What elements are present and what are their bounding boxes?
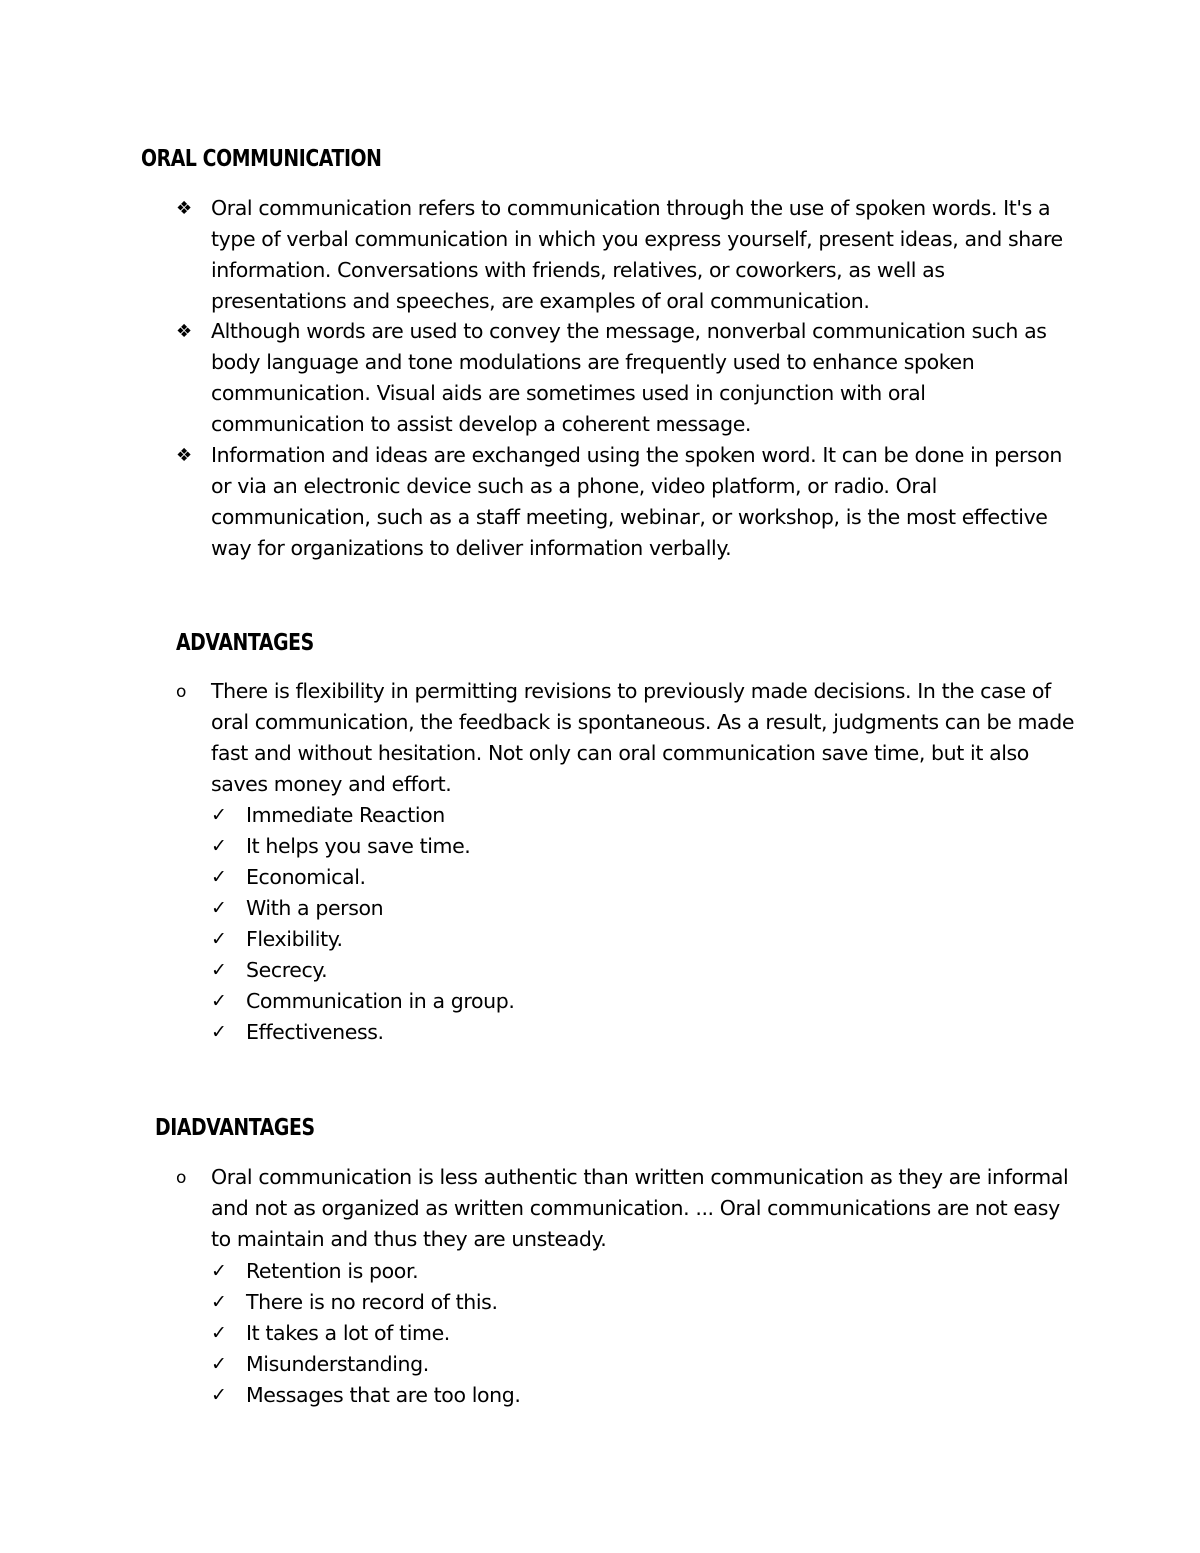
- checkmark-icon: ✓: [211, 928, 227, 950]
- checklist-item-label: Secrecy.: [246, 958, 328, 982]
- checkmark-icon: ✓: [211, 1322, 227, 1344]
- checkmark-icon: ✓: [211, 804, 227, 826]
- checkmark-icon: ✓: [211, 1384, 227, 1406]
- checklist-item: [211, 831, 514, 862]
- diamond-bullet-icon: ❖: [176, 198, 192, 219]
- checklist-item-label: Immediate Reaction: [246, 803, 445, 827]
- checklist-item-label: Economical.: [246, 865, 366, 889]
- checkmark-icon: ✓: [211, 1021, 227, 1043]
- heading-disadvantages: DIADVANTAGES: [155, 1115, 315, 1141]
- checklist-item-label: Flexibility.: [246, 927, 343, 951]
- paragraph-text: Although words are used to convey the message, nonverbal communication such as body language and tone modulations are frequently used to enhance spoken communication. Visual aids are sometimes used in conjunction with oral communication to assist develop a coherent message.: [211, 319, 1047, 436]
- checklist-item: [211, 893, 514, 924]
- checklist-item-label: Misunderstanding.: [246, 1352, 429, 1376]
- checkmark-icon: ✓: [211, 990, 227, 1012]
- checkmark-icon: ✓: [211, 1291, 227, 1313]
- paragraph-text: Oral communication is less authentic than written communication as they are informal and not as organized as written communication. ... Oral communications are not easy to maintain and thus they are unsteady.: [211, 1165, 1069, 1251]
- checklist-item-label: Communication in a group.: [246, 989, 515, 1013]
- checklist-item-label: Messages that are too long.: [246, 1383, 521, 1407]
- checklist-item: [211, 862, 514, 893]
- checklist-item: [211, 986, 514, 1017]
- bullet-paragraph: [176, 440, 1076, 564]
- heading-advantages: ADVANTAGES: [176, 630, 314, 656]
- checklist-item: [211, 1318, 520, 1349]
- bullet-paragraph: [176, 1162, 1076, 1255]
- paragraph-text: Information and ideas are exchanged using the spoken word. It can be done in person or via an electronic device such as a phone, video platform, or radio. Oral communication, such as a staff meeting, webinar, or workshop, is the most effective way for organizations to deliver information verbally.: [211, 443, 1063, 560]
- disadvantages-checklist: [211, 1256, 520, 1411]
- checklist-item-label: Effectiveness.: [246, 1020, 384, 1044]
- checkmark-icon: ✓: [211, 1260, 227, 1282]
- checklist-item-label: There is no record of this.: [246, 1290, 498, 1314]
- checklist-item: [211, 1256, 520, 1287]
- checkmark-icon: ✓: [211, 1353, 227, 1375]
- paragraph-text: There is flexibility in permitting revisions to previously made decisions. In the case of oral communication, the feedback is spontaneous. As a result, judgments can be made fast and without hesitation. Not only can oral communication save time, but it also saves money and effort.: [211, 679, 1075, 796]
- checklist-item: [211, 1017, 514, 1048]
- checklist-item-label: It takes a lot of time.: [246, 1321, 450, 1345]
- checklist-item: [211, 1380, 520, 1411]
- bullet-paragraph: [176, 316, 1076, 440]
- checklist-item: [211, 924, 514, 955]
- checkmark-icon: ✓: [211, 897, 227, 919]
- circle-bullet-icon: o: [176, 1168, 187, 1188]
- checklist-item-label: With a person: [246, 896, 384, 920]
- advantages-checklist: [211, 800, 514, 1048]
- checklist-item-label: Retention is poor.: [246, 1259, 419, 1283]
- checkmark-icon: ✓: [211, 835, 227, 857]
- checklist-item: [211, 955, 514, 986]
- paragraph-text: Oral communication refers to communication through the use of spoken words. It's a type of verbal communication in which you express yourself, present ideas, and share information. Conversations with friends, relatives, or coworkers, as well as presentations and speeches, are examples of oral communication.: [211, 196, 1063, 313]
- checkmark-icon: ✓: [211, 866, 227, 888]
- bullet-paragraph: [176, 676, 1076, 800]
- checkmark-icon: ✓: [211, 959, 227, 981]
- checklist-item: [211, 1287, 520, 1318]
- bullet-paragraph: [176, 193, 1076, 317]
- heading-oral-communication: ORAL COMMUNICATION: [141, 146, 382, 172]
- checklist-item: [211, 1349, 520, 1380]
- checklist-item: [211, 800, 514, 831]
- checklist-item-label: It helps you save time.: [246, 834, 471, 858]
- diamond-bullet-icon: ❖: [176, 445, 192, 466]
- diamond-bullet-icon: ❖: [176, 321, 192, 342]
- circle-bullet-icon: o: [176, 682, 187, 702]
